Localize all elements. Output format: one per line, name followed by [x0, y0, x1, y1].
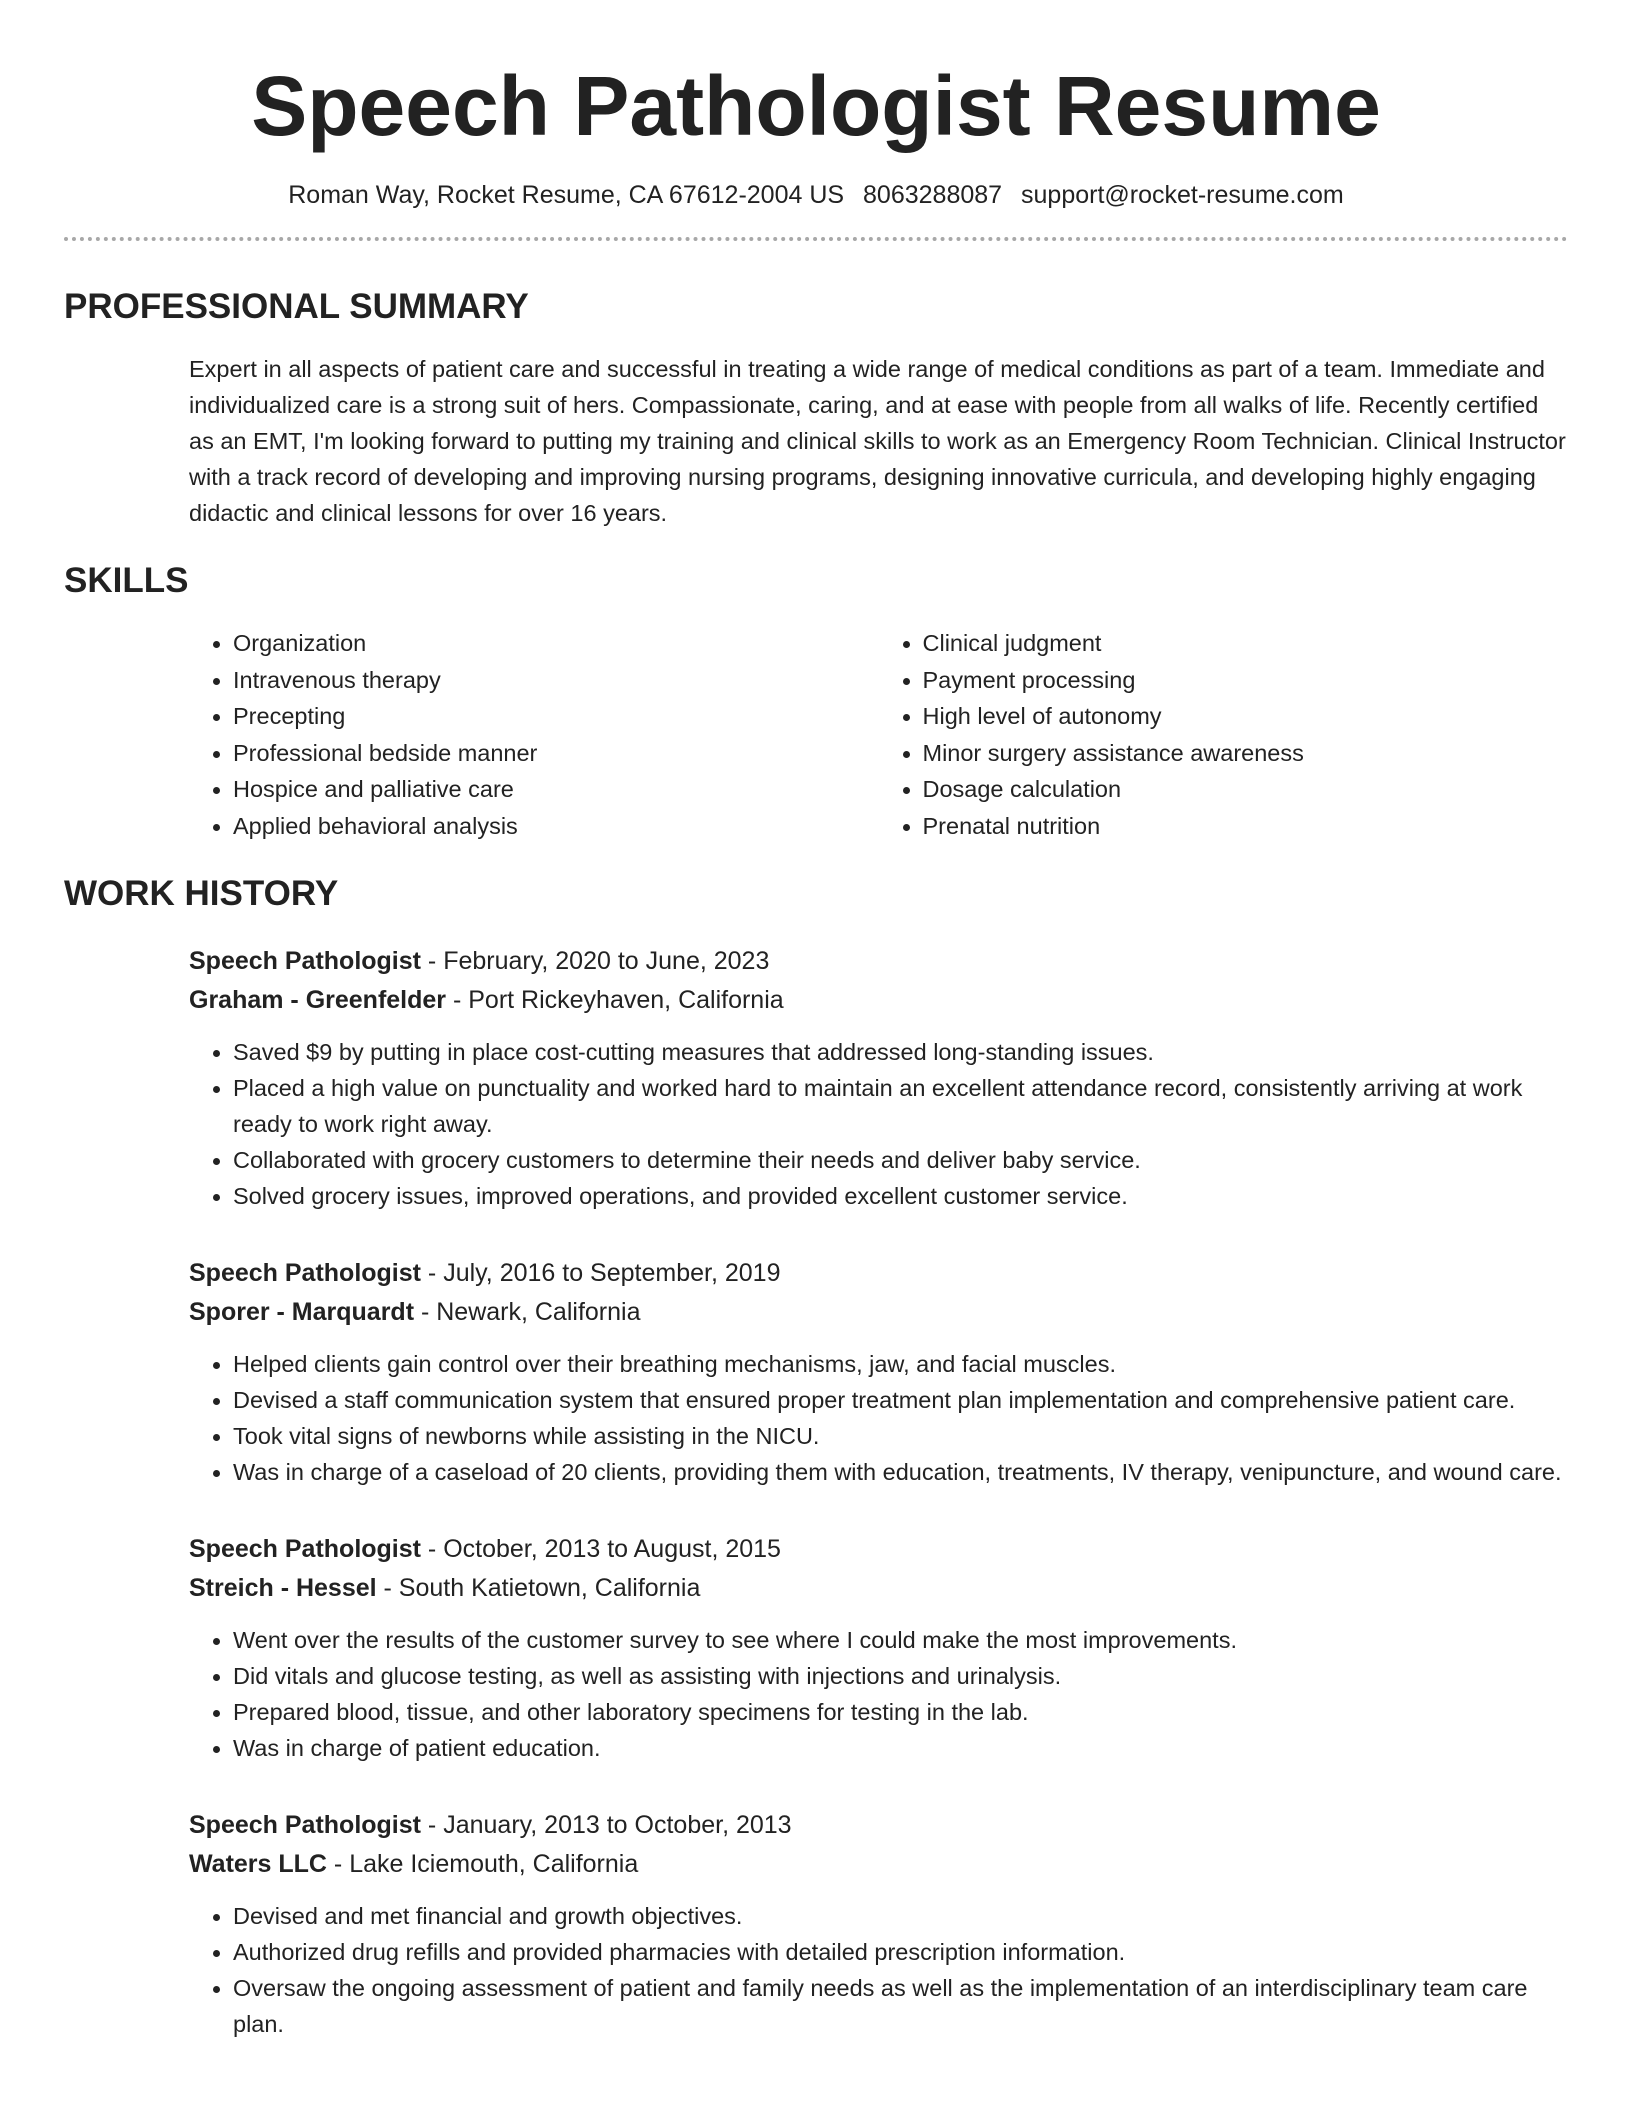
job-bullet: • Prepared blood, tissue, and other laboratory specimens for testing in the lab. [233, 1694, 1568, 1730]
job-title: Speech Pathologist [189, 1259, 421, 1287]
job-bullet: • Went over the results of the customer survey to see where I could make the most improvements. [233, 1622, 1568, 1658]
job-bullet: • Saved $9 by putting in place cost-cutting measures that addressed long-standing issues. [233, 1034, 1568, 1070]
job-bullets [189, 1898, 1568, 2042]
skills-list [64, 625, 1568, 844]
job-company: Graham - Greenfelder [189, 986, 447, 1014]
job-company: Streich - Hessel [189, 1574, 377, 1602]
contact-address: Roman Way, Rocket Resume, CA 67612-2004 US [288, 181, 845, 209]
skill-item: • Clinical judgment [923, 625, 1569, 662]
skill-item: • Minor surgery assistance awareness [923, 735, 1569, 772]
job-bullet: • Helped clients gain control over their breathing mechanisms, jaw, and facial muscles. [233, 1346, 1568, 1382]
job-title-line [189, 1254, 1568, 1293]
job-location: - Lake Iciemouth, California [326, 1850, 639, 1878]
job-company-line [189, 981, 1568, 1020]
job-bullets [189, 1346, 1568, 1490]
job-dates: - July, 2016 to September, 2019 [420, 1259, 781, 1287]
job-location: - South Katietown, California [376, 1574, 701, 1602]
summary-text: Expert in all aspects of patient care and successful in treating a wide range of medical conditions as part of a team. Immediate and individualized care is a strong suit of hers. Compassionate, caring, and at ease with people from all walks of life. Recently certified as an EMT, I'm looking forward to putting my training and clinical skills to work as an Emergency Room Technician. Clinical Instructor with a track record of developing and improving nursing programs, designing innovative curricula, and developing highly engaging didactic and clinical lessons for over 16 years. [189, 356, 1566, 526]
job-bullet: • Oversaw the ongoing assessment of patient and family needs as well as the implementation of an interdisciplinary team care plan. [233, 1970, 1568, 2042]
job-bullet: • Solved grocery issues, improved operations, and provided excellent customer service. [233, 1178, 1568, 1214]
job-entry [64, 942, 1568, 1214]
job-company: Sporer - Marquardt [189, 1298, 415, 1326]
skills-column-right [879, 625, 1569, 844]
skill-item: • Organization [233, 625, 879, 662]
job-dates: - October, 2013 to August, 2015 [420, 1535, 781, 1563]
resume-title: Speech Pathologist Resume [251, 59, 1381, 153]
skill-item: • Prenatal nutrition [923, 808, 1569, 845]
skill-item: • Payment processing [923, 662, 1569, 699]
job-title: Speech Pathologist [189, 1811, 421, 1839]
job-bullet: • Did vitals and glucose testing, as well as assisting with injections and urinalysis. [233, 1658, 1568, 1694]
contact-line [64, 178, 1568, 212]
skills-column-left [189, 625, 879, 844]
job-dates: - January, 2013 to October, 2013 [420, 1811, 792, 1839]
skill-item: • Applied behavioral analysis [233, 808, 879, 845]
job-location: - Port Rickeyhaven, California [446, 986, 784, 1014]
skill-item: • Intravenous therapy [233, 662, 879, 699]
job-entry [64, 1806, 1568, 2042]
job-title-line [189, 1806, 1568, 1845]
job-location: - Newark, California [414, 1298, 641, 1326]
job-company-line [189, 1845, 1568, 1884]
skill-item: • Professional bedside manner [233, 735, 879, 772]
job-dates: - February, 2020 to June, 2023 [420, 947, 770, 975]
job-company: Waters LLC [189, 1850, 327, 1878]
skills-heading: SKILLS [64, 561, 189, 600]
skill-item: • Dosage calculation [923, 771, 1569, 808]
job-title-line [189, 1530, 1568, 1569]
skill-item: • High level of autonomy [923, 698, 1569, 735]
skill-item: • Precepting [233, 698, 879, 735]
job-bullet: • Took vital signs of newborns while assisting in the NICU. [233, 1418, 1568, 1454]
job-company-line [189, 1293, 1568, 1332]
job-company-line [189, 1569, 1568, 1608]
job-bullet: • Devised and met financial and growth objectives. [233, 1898, 1568, 1934]
skill-item: • Hospice and palliative care [233, 771, 879, 808]
contact-phone: 8063288087 [863, 181, 1003, 209]
job-title-line [189, 942, 1568, 981]
summary-heading: PROFESSIONAL SUMMARY [64, 287, 529, 326]
job-entry [64, 1530, 1568, 1766]
job-bullet: • Was in charge of patient education. [233, 1730, 1568, 1766]
job-bullets [189, 1034, 1568, 1214]
job-bullet: • Placed a high value on punctuality and worked hard to maintain an excellent attendance record, consistently arriving at work ready to work right away. [233, 1070, 1568, 1142]
job-title: Speech Pathologist [189, 1535, 421, 1563]
work-history-heading: WORK HISTORY [64, 874, 339, 913]
job-entry [64, 1254, 1568, 1490]
header-divider [64, 237, 1568, 241]
job-bullet: • Devised a staff communication system that ensured proper treatment plan implementation and comprehensive patient care. [233, 1382, 1568, 1418]
job-bullets [189, 1622, 1568, 1766]
contact-email: support@rocket-resume.com [1021, 181, 1344, 209]
job-bullet: • Collaborated with grocery customers to determine their needs and deliver baby service. [233, 1142, 1568, 1178]
job-bullet: • Was in charge of a caseload of 20 clients, providing them with education, treatments, IV therapy, venipuncture, and wound care. [233, 1454, 1568, 1490]
job-title: Speech Pathologist [189, 947, 421, 975]
job-bullet: • Authorized drug refills and provided pharmacies with detailed prescription information. [233, 1934, 1568, 1970]
